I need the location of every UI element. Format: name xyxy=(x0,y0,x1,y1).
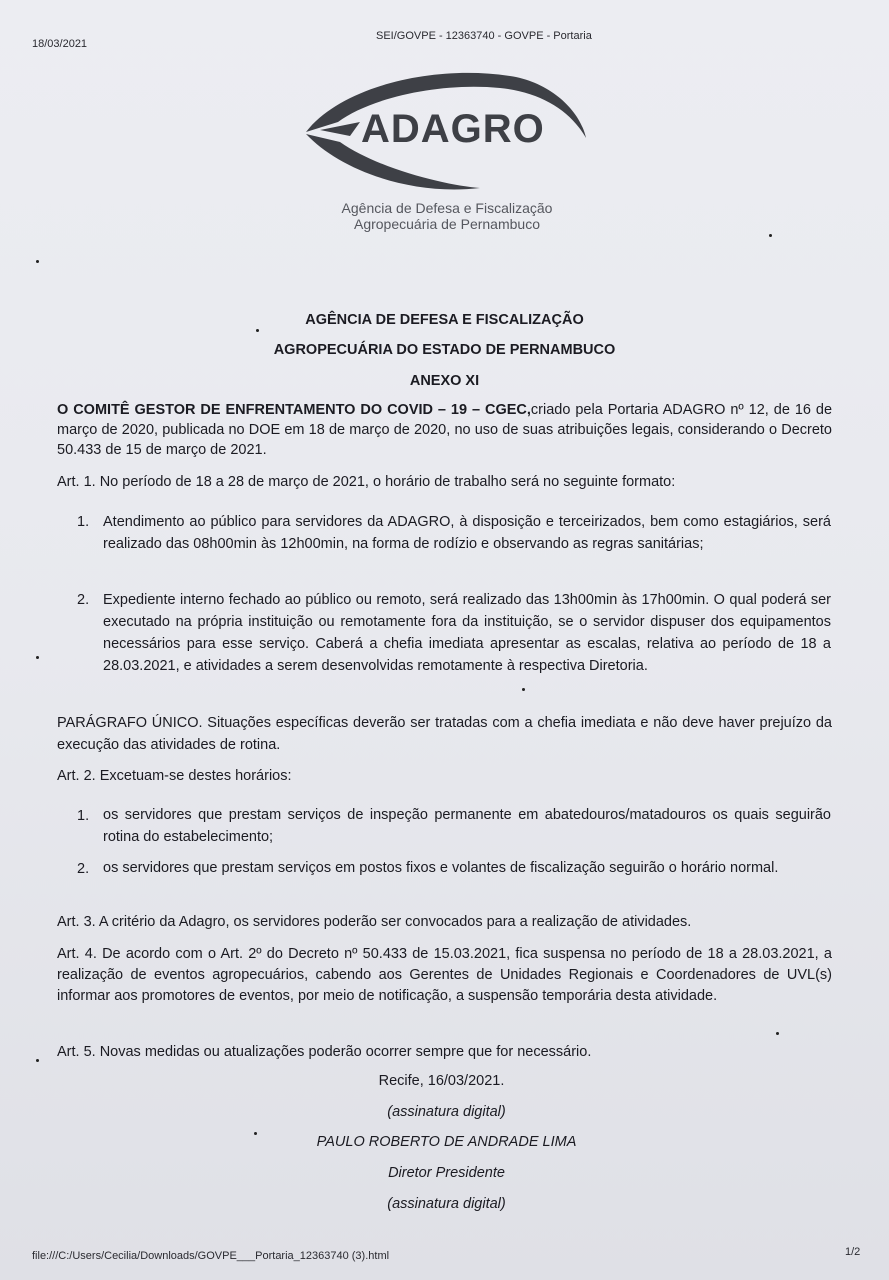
paper-speck xyxy=(769,234,772,237)
paper-speck xyxy=(256,329,259,332)
agency-subtitle xyxy=(297,200,597,232)
title-line1: AGÊNCIA DE DEFESA E FISCALIZAÇÃO xyxy=(305,312,584,328)
art2-text: Art. 2. Excetuam-se destes horários: xyxy=(57,768,292,784)
document-reference: SEI/GOVPE - 12363740 - GOVPE - Portaria xyxy=(376,30,592,42)
paper-speck xyxy=(36,260,39,263)
digital-signature-1: (assinatura digital) xyxy=(387,1104,506,1120)
art5-text: Art. 5. Novas medidas ou atualizações poderão ocorrer sempre que for necessário. xyxy=(57,1044,592,1060)
agency-subtitle-line2: Agropecuária de Pernambuco xyxy=(353,216,540,232)
place-date: Recife, 16/03/2021. xyxy=(378,1073,505,1089)
art2-item2: os servidores que prestam serviços em postos fixos e volantes de fiscalização seguirão o horário normal. xyxy=(103,860,779,876)
art1-item1-num: 1. xyxy=(77,514,90,530)
art3-text: Art. 3. A critério da Adagro, os servidores poderão ser convocados para a realização de atividades. xyxy=(57,914,692,930)
paper-speck xyxy=(776,1032,779,1035)
art2-item1: os servidores que prestam serviços de inspeção permanente em abatedouros/matadouros os quais seguirão rotina do estabelecimento; xyxy=(103,807,831,845)
footer-page-number: 1/2 xyxy=(845,1246,861,1258)
art4-text: Art. 4. De acordo com o Art. 2º do Decreto nº 50.433 de 15.03.2021, fica suspensa no período de 18 a 28.03.2021, a realização de eventos agropecuários, cabendo aos Gerentes de Unidades Regionais e Coordenadores de UVL(s) informar aos promotores de eventos, por meio de notificação, a suspensão temporária desta atividade. xyxy=(57,946,832,1004)
intro-bold: O COMITÊ GESTOR DE ENFRENTAMENTO DO COVID – 19 – CGEC, xyxy=(57,402,531,418)
paragrafo-unico: PARÁGRAFO ÚNICO. Situações específicas deverão ser tratadas com a chefia imediata e não deve haver prejuízo da execução das atividades de rotina. xyxy=(57,715,832,753)
footer-path: file:///C:/Users/Cecilia/Downloads/GOVPE___Portaria_12363740 (3).html xyxy=(32,1250,390,1262)
paper-speck xyxy=(36,1059,39,1062)
art2-item1-num: 1. xyxy=(77,808,90,824)
art1-item2-num: 2. xyxy=(77,592,90,608)
signatory-name: PAULO ROBERTO DE ANDRADE LIMA xyxy=(316,1134,577,1150)
print-date: 18/03/2021 xyxy=(32,38,88,50)
art2-item2-num: 2. xyxy=(77,861,90,877)
signatory-role: Diretor Presidente xyxy=(388,1165,505,1181)
digital-signature-2: (assinatura digital) xyxy=(387,1196,506,1212)
title-line2: AGROPECUÁRIA DO ESTADO DE PERNAMBUCO xyxy=(273,342,616,358)
paper-speck xyxy=(522,688,525,691)
agency-subtitle-line1: Agência de Defesa e Fiscalização xyxy=(341,200,553,216)
title-annex: ANEXO XI xyxy=(409,373,480,389)
intro-text: criado pela Portaria ADAGRO nº 12, de 16 de março de 2020, publicada no DOE em 18 de março de 2020, no uso de suas atribuições legais, considerando o Decreto 50.433 de 15 de março de 2021. xyxy=(57,402,833,458)
paper-speck xyxy=(36,656,39,659)
paper-speck xyxy=(254,1132,257,1135)
art1-item1: Atendimento ao público para servidores da ADAGRO, à disposição e terceirizados, bem como estagiários, será realizado das 08h00min às 12h00min, na forma de rodízio e observando as regras sanitárias; xyxy=(103,514,831,552)
art1-text: Art. 1. No período de 18 a 28 de março de 2021, o horário de trabalho será no seguinte formato: xyxy=(57,474,676,490)
intro-paragraph xyxy=(57,400,832,460)
logo-wordmark: ADAGRO xyxy=(361,107,545,151)
art1-item2: Expediente interno fechado ao público ou remoto, será realizado das 13h00min às 17h00min. O qual poderá ser executado na própria instituição ou remotamente fora da instituição, se o servidor dispuser dos equipamentos necessários para esse serviço. Caberá a chefia imediata apresentar as escalas, relativa ao período de 18 a 28.03.2021, e atividades a serem desenvolvidas remotamente à respectiva Diretoria. xyxy=(103,592,831,674)
